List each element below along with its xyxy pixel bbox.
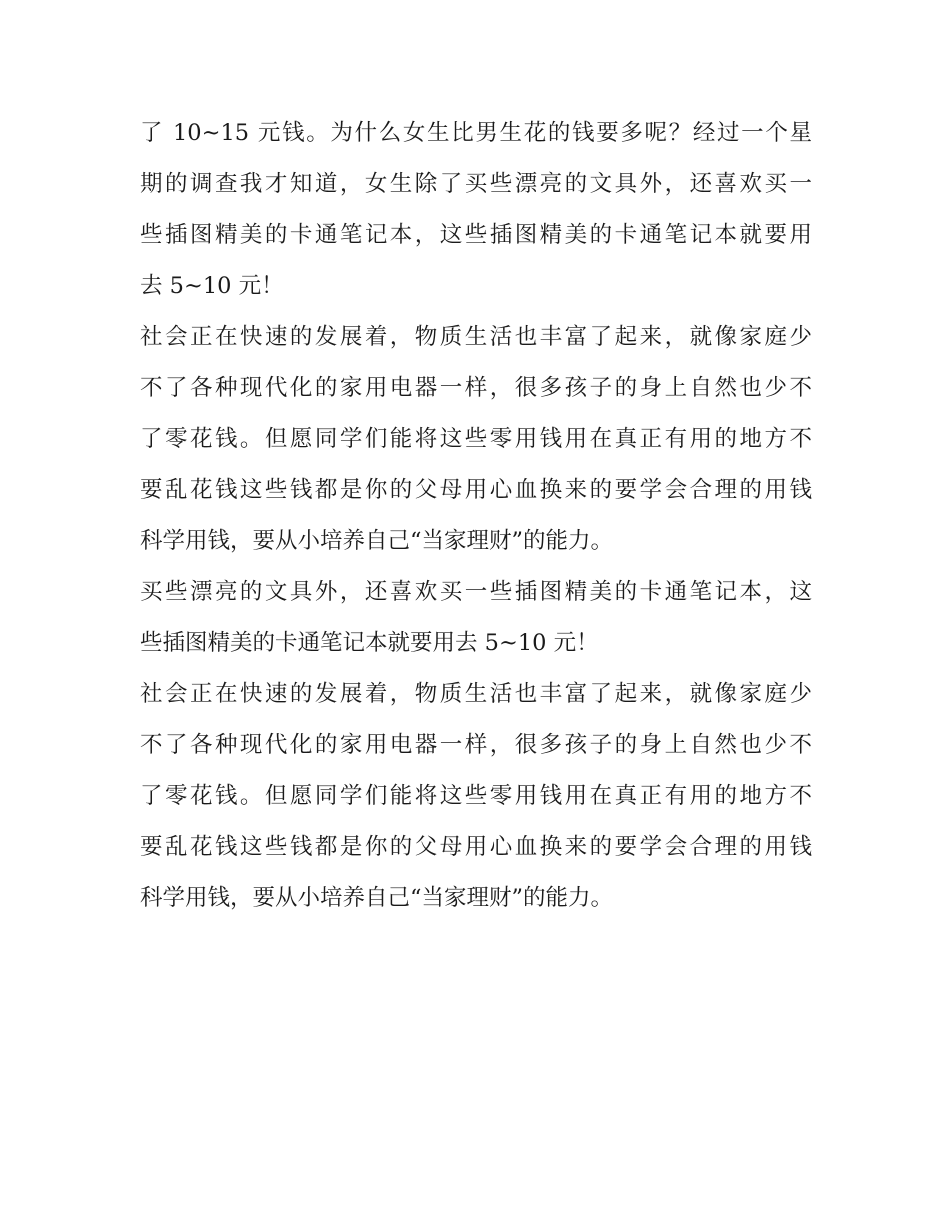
text-line: 了零花钱。但愿同学们能将这些零用钱用在真正有用的地方不 [140, 426, 812, 452]
paragraph-4 [140, 669, 812, 924]
text-line: 社会正在快速的发展着，物质生活也丰富了起来，就像家庭少 [140, 681, 812, 707]
body-text [140, 108, 812, 924]
text-line: 些插图精美的卡通笔记本，这些插图精美的卡通笔记本就要用 [140, 222, 812, 248]
paragraph-2 [140, 312, 812, 567]
text-line: 去 5~10 元！ [140, 273, 284, 299]
text-line: 社会正在快速的发展着，物质生活也丰富了起来，就像家庭少 [140, 324, 812, 350]
text-line: 不了各种现代化的家用电器一样，很多孩子的身上自然也少不 [140, 732, 812, 758]
text-line: 些插图精美的卡通笔记本就要用去 5~10 元！ [140, 630, 599, 656]
text-line: 要乱花钱这些钱都是你的父母用心血换来的要学会合理的用钱 [140, 834, 812, 860]
text-line: 科学用钱，要从小培养自己“当家理财”的能力。 [140, 528, 614, 554]
text-line: 买些漂亮的文具外，还喜欢买一些插图精美的卡通笔记本，这 [140, 579, 812, 605]
paragraph-1 [140, 108, 812, 312]
text-line: 了 10~15 元钱。为什么女生比男生花的钱要多呢？经过一个星 [140, 120, 812, 146]
text-line: 不了各种现代化的家用电器一样，很多孩子的身上自然也少不 [140, 375, 812, 401]
text-line: 要乱花钱这些钱都是你的父母用心血换来的要学会合理的用钱 [140, 477, 812, 503]
paragraph-3 [140, 567, 812, 669]
text-line: 科学用钱，要从小培养自己“当家理财”的能力。 [140, 885, 614, 911]
text-line: 期的调查我才知道，女生除了买些漂亮的文具外，还喜欢买一 [140, 171, 812, 197]
text-line: 了零花钱。但愿同学们能将这些零用钱用在真正有用的地方不 [140, 783, 812, 809]
